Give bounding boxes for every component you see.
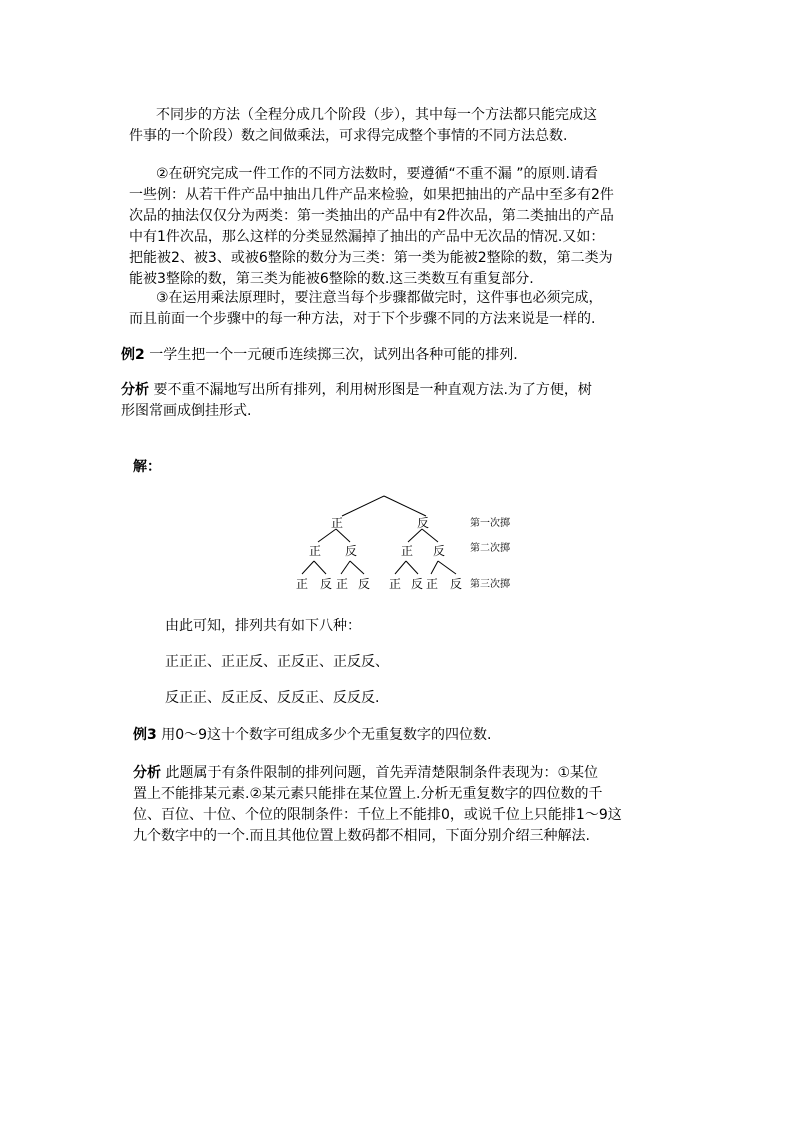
tree-edge — [341, 561, 350, 574]
text-line: 不同步的方法（全程分成几个阶段（步），其中每一个方法都只能完成这 — [156, 107, 597, 123]
text-line: 形图常画成倒挂形式. — [121, 403, 252, 419]
tree-node-level1: 反 — [416, 516, 430, 530]
tree-row-label: 第一次掷 — [470, 518, 510, 529]
tree-edge — [408, 529, 422, 542]
text-line: 次品的抽法仅仅分为两类：第一类抽出的产品中有2件次品，第二类抽出的产品 — [129, 208, 614, 224]
tree-node-level3: 正 — [425, 577, 439, 591]
tree-node-level1: 正 — [330, 516, 344, 530]
analysis-label: 分析 — [121, 382, 149, 398]
tree-node-level2: 反 — [344, 544, 358, 558]
tree-node-level2: 正 — [308, 544, 322, 558]
text-line: 把能被2、被3、或被6整除的数分为三类：第一类为能被2整除的数，第二类为 — [129, 250, 613, 266]
conclusion-row-1: 正正正、正正反、正反正、正反反、 — [165, 654, 389, 670]
tree-edge — [395, 561, 406, 574]
text-line: 一些例：从若干件产品中抽出几件产品来检验，如果把抽出的产品中至多有2件 — [129, 187, 614, 203]
tree-node-level3: 正 — [335, 577, 349, 591]
tree-edge — [422, 529, 438, 542]
text-line: 件事的一个阶段）数之间做乘法，可求得完成整个事情的不同方法总数. — [129, 128, 568, 144]
tree-node-level2: 正 — [400, 544, 414, 558]
tree-edge — [302, 561, 314, 574]
tree-edge — [438, 561, 456, 574]
tree-node-level3: 反 — [410, 577, 424, 591]
example-text: 用0～9这十个数字可组成多少个无重复数字的四位数. — [161, 727, 492, 743]
conclusion-intro: 由此可知，排列共有如下八种： — [165, 618, 361, 634]
tree-node-level3: 反 — [319, 577, 333, 591]
example-3 — [133, 725, 693, 746]
probability-tree-diagram — [280, 488, 540, 598]
paragraph-product-principle-end-cont — [129, 126, 689, 147]
text-line: ②在研究完成一件工作的不同方法数时，要遵循“不重不漏 ”的原则.请看 — [156, 166, 598, 182]
paragraph-no-repeat-no-omit — [156, 164, 676, 185]
tree-edge — [350, 561, 364, 574]
tree-edge — [342, 496, 384, 516]
tree-row-labels — [470, 516, 510, 590]
text-line: 能被3整除的数，第三类为能被6整除的数.这三类数互有重复部分. — [129, 271, 534, 287]
text-line: 而且前面一个步骤中的每一种方法，对于下个步骤不同的方法来说是一样的. — [129, 311, 596, 327]
tree-node-level3: 反 — [357, 577, 371, 591]
text-line: 置上不能排某元素.②某元素只能排在某位置上.分析无重复数字的四位数的千 — [133, 786, 603, 802]
paragraph-multiplication-note-cont — [129, 309, 689, 330]
analysis-text: 要不重不漏地写出所有排列，利用树形图是一种直观方法.为了方便，树 — [153, 382, 592, 398]
paragraph-product-principle-end — [156, 105, 676, 126]
tree-edge — [314, 561, 326, 574]
tree-row-label: 第二次掷 — [470, 543, 510, 554]
tree-row-label: 第三次掷 — [470, 579, 510, 590]
tree-node-level3: 反 — [449, 577, 463, 591]
tree-node-level3: 正 — [295, 577, 309, 591]
analysis-label: 分析 — [133, 765, 161, 781]
paragraph-multiplication-note — [156, 288, 676, 309]
conclusion-row-2: 反正正、反正反、反反正、反反反. — [165, 690, 380, 706]
tree-edges — [302, 496, 456, 574]
analysis-1 — [121, 380, 691, 422]
tree-edge — [384, 496, 426, 516]
tree-edge — [406, 561, 418, 574]
example-label: 例2 — [121, 347, 145, 363]
analysis-2 — [133, 763, 693, 847]
example-text: 一学生把一个一元硬币连续掷三次，试列出各种可能的排列. — [149, 347, 518, 363]
solution-label: 解： — [133, 459, 161, 475]
tree-edge — [431, 561, 438, 574]
tree-edge — [336, 529, 350, 542]
paragraph-no-repeat-no-omit-cont — [129, 185, 689, 290]
text-line: 位、百位、十位、个位的限制条件：千位上不能排0，或说千位上只能排1～9这 — [133, 807, 622, 823]
tree-edge — [318, 529, 336, 542]
tree-node-level2: 反 — [432, 544, 446, 558]
text-line: ③在运用乘法原理时，要注意当每个步骤都做完时，这件事也必须完成， — [156, 290, 603, 306]
text-line: 中有1件次品，那么这样的分类显然漏掉了抽出的产品中无次品的情况.又如： — [129, 229, 605, 245]
example-2 — [121, 345, 691, 366]
analysis-text: 此题属于有条件限制的排列问题，首先弄清楚限制条件表现为：①某位 — [165, 765, 599, 781]
tree-node-level3: 正 — [388, 577, 402, 591]
tree-nodes — [296, 516, 462, 591]
example-label: 例3 — [133, 727, 157, 743]
text-line: 九个数字中的一个.而且其他位置上数码都不相同，下面分别介绍三种解法. — [133, 828, 590, 844]
